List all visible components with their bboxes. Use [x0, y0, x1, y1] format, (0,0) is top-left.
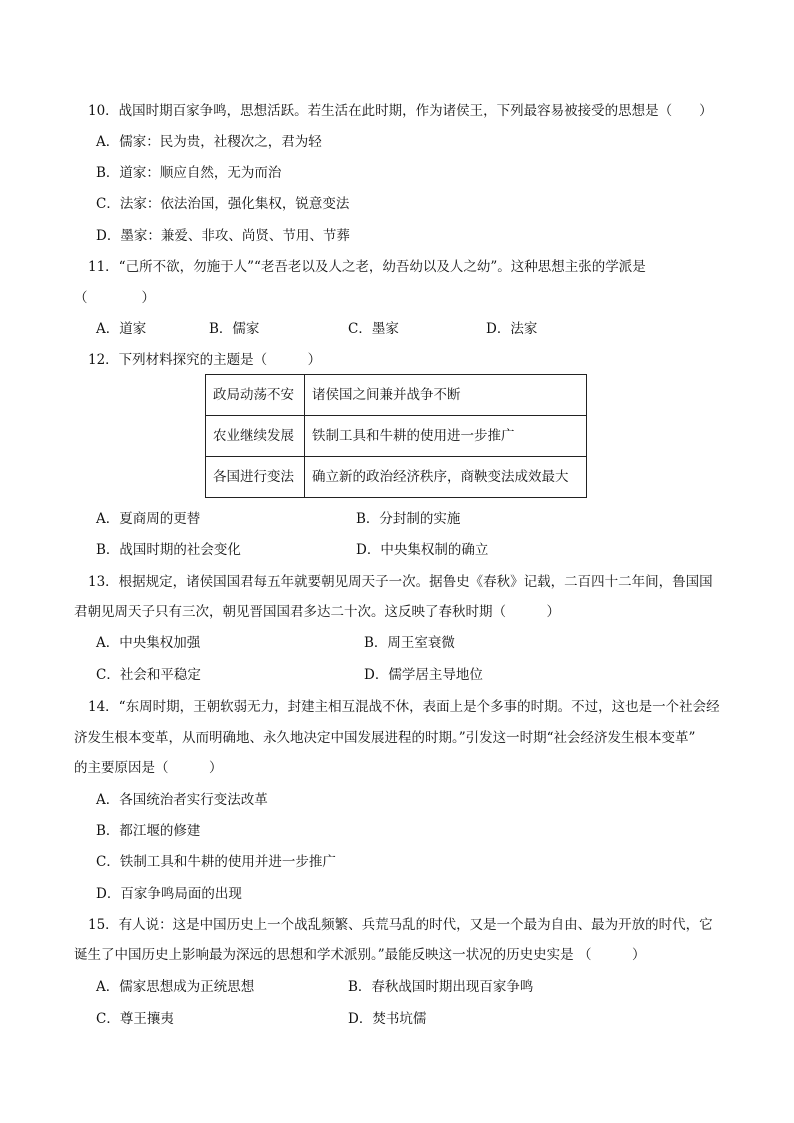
q14-stem-line2: 济发生根本变革，从而明确地、永久地决定中国发展进程的时期。”引发这一时期“社会经济发生根本变革” — [74, 730, 696, 746]
table-cell-detail: 铁制工具和牛耕的使用进一步推广 — [305, 416, 587, 457]
q11-option-c: C．墨家 — [348, 321, 399, 337]
q13-stem-line2: 君朝见周天子只有三次，朝见晋国国君多达二十次。这反映了春秋时期（ ） — [74, 604, 560, 620]
q12-stem: 12．下列材料探究的主题是（ ） — [88, 352, 322, 368]
q14-option-c: C．铁制工具和牛耕的使用并进一步推广 — [96, 854, 336, 870]
table-cell-topic: 政局动荡不安 — [206, 375, 305, 416]
q13-option-d: D．儒学居主导地位 — [364, 667, 483, 683]
q10-stem: 10．战国时期百家争鸣，思想活跃。若生活在此时期，作为诸侯王，下列最容易被接受的思想是（ ） — [88, 103, 713, 119]
q14-stem-line1: 14．“东周时期，王朝软弱无力，封建主相互混战不休，表面上是个多事的时期。不过，这也是一个社会经 — [88, 699, 720, 715]
q12-option-a: A．夏商周的更替 — [96, 511, 201, 527]
q12-material-table — [205, 374, 587, 498]
table-cell-detail: 诸侯国之间兼并战争不断 — [305, 375, 587, 416]
q13-stem-line1: 13．根据规定，诸侯国国君每五年就要朝见周天子一次。据鲁史《春秋》记载，二百四十二年间，鲁国国 — [88, 574, 713, 590]
q15-option-a: A．儒家思想成为正统思想 — [96, 979, 255, 995]
q14-stem-line3: 的主要原因是（ ） — [74, 760, 223, 776]
q13-option-a: A．中央集权加强 — [96, 635, 201, 651]
q14-option-a: A．各国统治者实行变法改革 — [96, 792, 268, 808]
q14-option-b: B．都江堰的修建 — [96, 823, 201, 839]
q13-option-b: B．周王室衰微 — [364, 635, 455, 651]
q14-option-d: D．百家争鸣局面的出现 — [96, 886, 242, 902]
table-row — [206, 416, 587, 457]
q12-option-b: B．分封制的实施 — [356, 511, 461, 527]
q10-option-b: B．道家：顺应自然，无为而治 — [96, 165, 282, 181]
q15-option-d: D．焚书坑儒 — [348, 1011, 427, 1027]
table-row — [206, 457, 587, 498]
q15-stem-line2: 诞生了中国历史上影响最为深远的思想和学术派别。”最能反映这一状况的历史史实是 （ ） — [74, 947, 646, 963]
q10-option-c: C．法家：依法治国，强化集权，锐意变法 — [96, 196, 350, 212]
q11-stem-line1: 11．“己所不欲，勿施于人”“老吾老以及人之老，幼吾幼以及人之幼”。这种思想主张的学派是 — [88, 259, 646, 275]
q10-option-d: D．墨家：兼爱、非攻、尚贤、节用、节葬 — [96, 228, 350, 244]
q15-stem-line1: 15．有人说：这是中国历史上一个战乱频繁、兵荒马乱的时代，又是一个最为自由、最为开放的时代，它 — [88, 917, 713, 933]
q15-option-b: B．春秋战国时期出现百家争鸣 — [348, 979, 534, 995]
q12-option-c: B．战国时期的社会变化 — [96, 542, 241, 558]
q13-option-c: C．社会和平稳定 — [96, 667, 201, 683]
q11-option-d: D．法家 — [486, 321, 538, 337]
q12-option-d: D．中央集权制的确立 — [356, 542, 489, 558]
q11-stem-line2: （ ） — [74, 290, 155, 306]
table-row — [206, 375, 587, 416]
q10-option-a: A．儒家：民为贵，社稷次之，君为轻 — [96, 134, 322, 150]
table-cell-detail: 确立新的政治经济秩序，商鞅变法成效最大 — [305, 457, 587, 498]
q11-option-b: B．儒家 — [209, 321, 260, 337]
q11-option-a: A．道家 — [96, 321, 147, 337]
table-cell-topic: 农业继续发展 — [206, 416, 305, 457]
q15-option-c: C．尊王攘夷 — [96, 1011, 174, 1027]
table-cell-topic: 各国进行变法 — [206, 457, 305, 498]
